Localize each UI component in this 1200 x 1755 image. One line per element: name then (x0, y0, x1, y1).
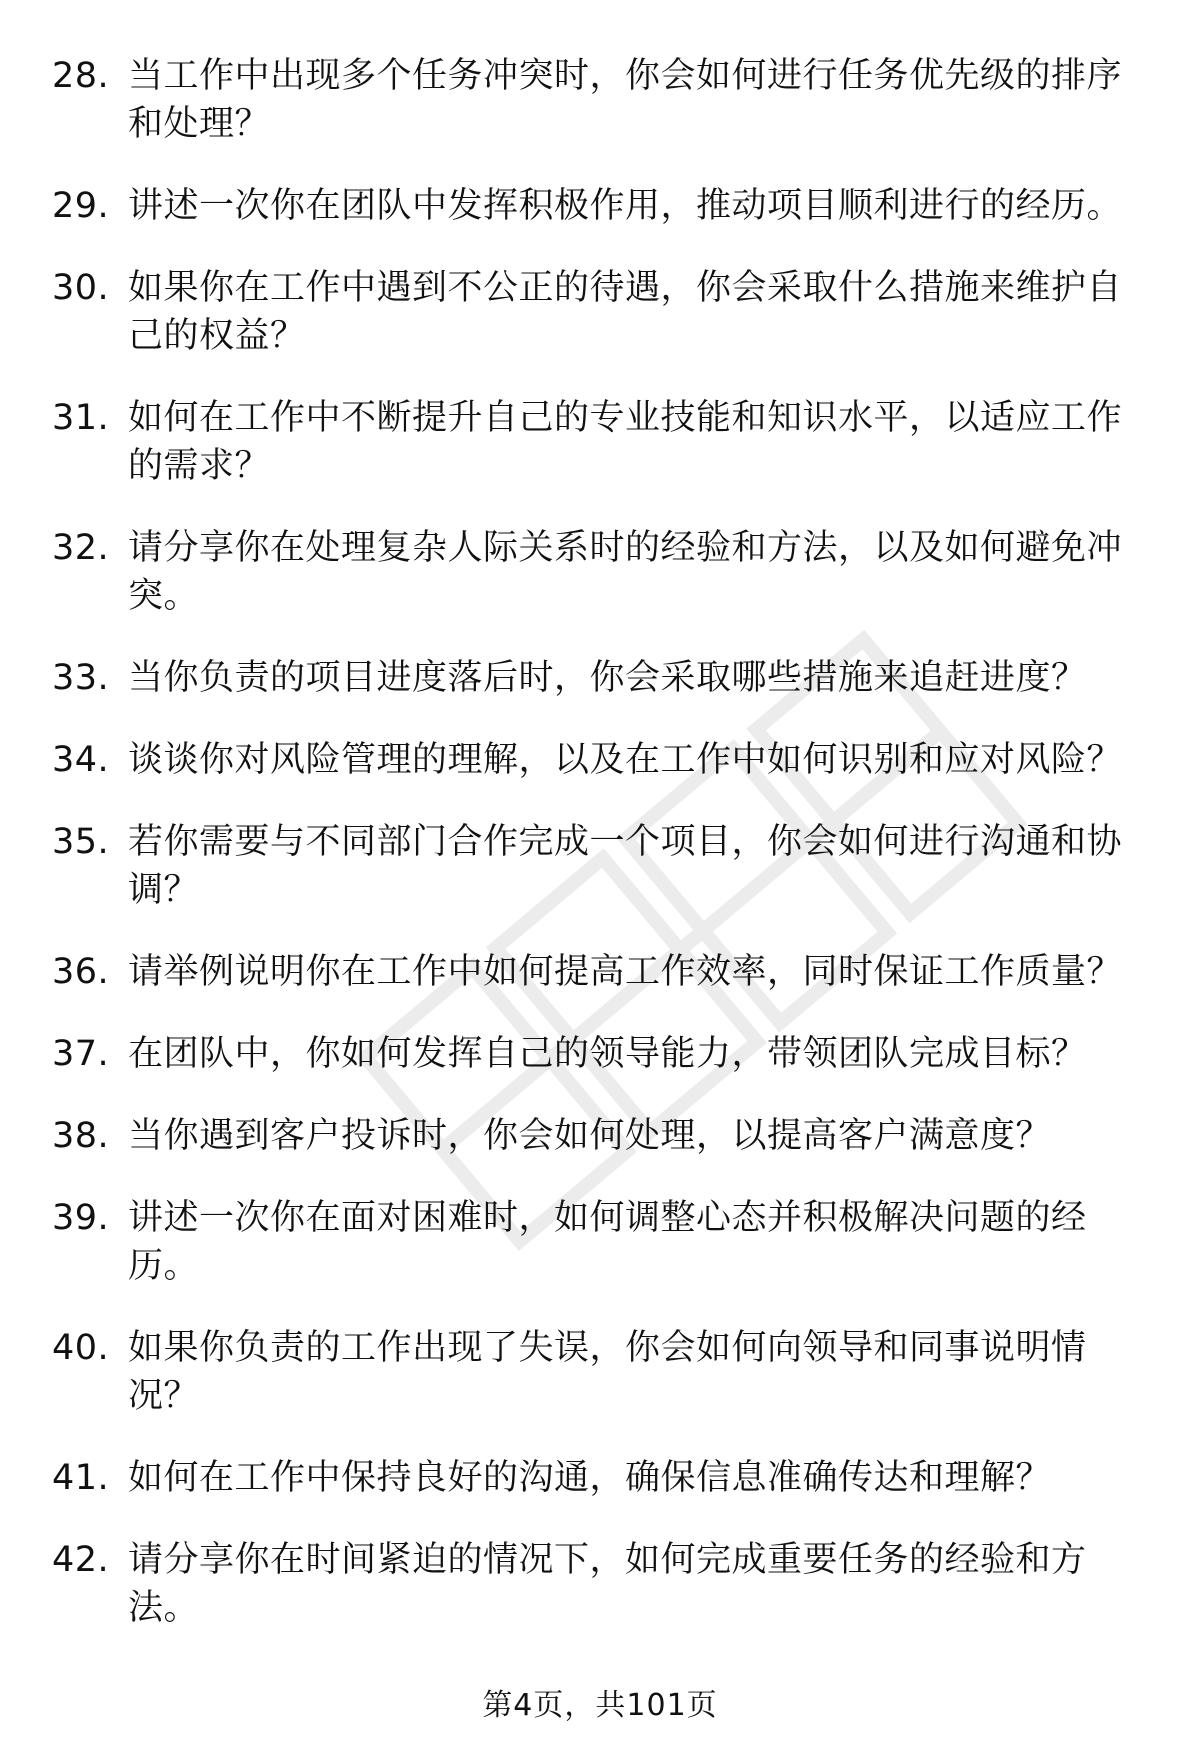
question-text: 当你负责的项目进度落后时，你会采取哪些措施来追赶进度？ (128, 658, 1087, 698)
question-number: 38. (52, 1116, 110, 1156)
question-item-35 (0, 818, 1200, 914)
question-number: 28. (52, 56, 110, 96)
question-number: 33. (52, 658, 110, 698)
question-item-33 (0, 654, 1200, 702)
question-number: 39. (52, 1198, 110, 1238)
question-text: 讲述一次你在面对困难时，如何调整心态并积极解决问题的经历。 (128, 1198, 1087, 1286)
question-item-28 (0, 52, 1200, 148)
question-number: 42. (52, 1540, 110, 1580)
question-number: 34. (52, 740, 110, 780)
question-item-42 (0, 1536, 1200, 1632)
question-text: 在团队中，你如何发挥自己的领导能力，带领团队完成目标？ (128, 1034, 1087, 1074)
question-item-30 (0, 264, 1200, 360)
question-number: 40. (52, 1328, 110, 1368)
question-text: 谈谈你对风险管理的理解，以及在工作中如何识别和应对风险？ (128, 740, 1123, 780)
question-text: 如果你在工作中遇到不公正的待遇，你会采取什么措施来维护自己的权益？ (128, 268, 1123, 356)
question-text: 当你遇到客户投诉时，你会如何处理，以提高客户满意度？ (128, 1116, 1052, 1156)
question-text: 若你需要与不同部门合作完成一个项目，你会如何进行沟通和协调？ (128, 822, 1123, 910)
question-number: 41. (52, 1458, 110, 1498)
question-item-32 (0, 524, 1200, 620)
question-item-40 (0, 1324, 1200, 1420)
question-text: 请分享你在处理复杂人际关系时的经验和方法，以及如何避免冲突。 (128, 528, 1123, 616)
question-item-34 (0, 736, 1200, 784)
question-number: 31. (52, 398, 110, 438)
question-text: 如何在工作中不断提升自己的专业技能和知识水平，以适应工作的需求？ (128, 398, 1123, 486)
question-text: 讲述一次你在团队中发挥积极作用，推动项目顺利进行的经历。 (128, 186, 1123, 226)
question-text: 如何在工作中保持良好的沟通，确保信息准确传达和理解？ (128, 1458, 1052, 1498)
question-item-37 (0, 1030, 1200, 1078)
question-number: 32. (52, 528, 110, 568)
question-text: 请举例说明你在工作中如何提高工作效率，同时保证工作质量？ (128, 952, 1123, 992)
question-item-41 (0, 1454, 1200, 1502)
question-number: 30. (52, 268, 110, 308)
question-item-31 (0, 394, 1200, 490)
question-text: 请分享你在时间紧迫的情况下，如何完成重要任务的经验和方法。 (128, 1540, 1087, 1628)
page-footer: 第4页，共101页 (482, 1688, 718, 1723)
question-text: 当工作中出现多个任务冲突时，你会如何进行任务优先级的排序和处理？ (128, 56, 1123, 144)
question-text: 如果你负责的工作出现了失误，你会如何向领导和同事说明情况？ (128, 1328, 1087, 1416)
question-number: 37. (52, 1034, 110, 1074)
question-number: 35. (52, 822, 110, 862)
question-number: 29. (52, 186, 110, 226)
question-item-36 (0, 948, 1200, 996)
question-item-29 (0, 182, 1200, 230)
question-item-38 (0, 1112, 1200, 1160)
question-list (0, 52, 1200, 1666)
question-item-39 (0, 1194, 1200, 1290)
question-number: 36. (52, 952, 110, 992)
